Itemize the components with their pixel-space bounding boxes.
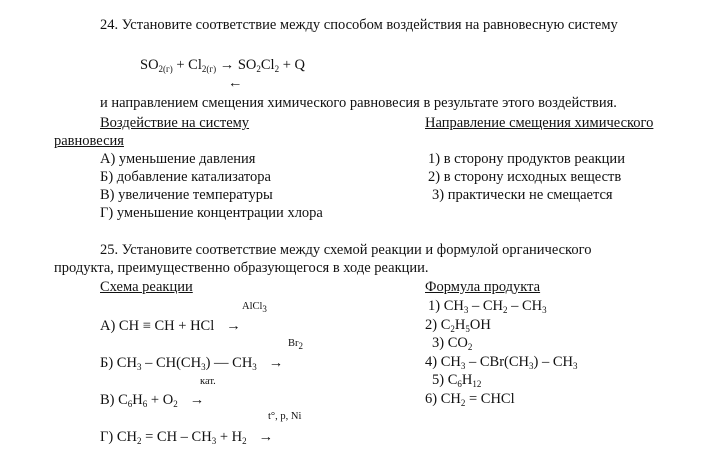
q25-scheme-a: А) CH ≡ CH + HCl → [100, 318, 241, 334]
q25-condition-g: t°, p, Ni [268, 411, 302, 422]
q25-scheme-v: В) $C_6H_6 + O_2$ → [100, 392, 205, 409]
q24-right-item-3: 3) практически не смещается [432, 187, 613, 203]
q25-title-cont: продукта, преимущественно образующегося в ходе реакции. [54, 260, 429, 276]
q25-product-5: 5) $C_6H_{12}$ [432, 372, 482, 389]
q24-right-header: Направление смещения химического [425, 115, 654, 131]
q24-title: 24. Установите соответствие между способом воздействия на равновесную систему [100, 17, 618, 33]
q24-right-item-2: 2) в сторону исходных веществ [428, 169, 622, 185]
q24-left-item-v: В) увеличение температуры [100, 187, 273, 203]
q25-right-header: Формула продукта [425, 279, 541, 295]
q25-product-4: 4) $CH_3 - CBr(CH_3) - CH_3$ [425, 354, 578, 371]
q24-back-arrow: ← [228, 75, 243, 91]
q25-condition-a: AlCl$_3$ [242, 301, 267, 314]
q25-condition-b: $Br_2$ [288, 338, 303, 351]
q25-condition-v: кат. [200, 376, 216, 387]
q25-scheme-b: Б) $CH_3 - CH(CH_3)$ — $CH_3$ → [100, 355, 284, 372]
q25-product-3: 3) $CO_2$ [432, 335, 473, 352]
q25-product-2: 2) $C_2H_5OH$ [425, 317, 491, 334]
q25-title: 25. Установите соответствие между схемой реакции и формулой органического [100, 242, 592, 258]
q24-left-item-b: Б) добавление катализатора [100, 169, 271, 185]
q24-right-item-1: 1) в сторону продуктов реакции [428, 151, 625, 167]
q25-product-1: 1) $CH_3 - CH_2 - CH_3$ [428, 298, 547, 315]
q24-left-header: Воздействие на систему [100, 115, 250, 131]
q24-equation: $SO_{2(г)} + Cl_{2(г)} \to SO_2Cl_2 + Q$ [140, 57, 305, 74]
q24-left-item-a: А) уменьшение давления [100, 151, 256, 167]
q25-scheme-g: Г) $CH_2$ = CH – $CH_3 + H_2$ → [100, 429, 274, 446]
q24-left-item-g: Г) уменьшение концентрации хлора [100, 205, 323, 221]
q25-product-6: 6) $CH_2$ = CHCl [425, 391, 515, 408]
q24-right-header-cont: равновесия [54, 133, 124, 149]
q24-subtitle: и направлением смещения химического равновесия в результате этого воздействия. [100, 95, 617, 111]
q25-left-header: Схема реакции [100, 279, 193, 295]
